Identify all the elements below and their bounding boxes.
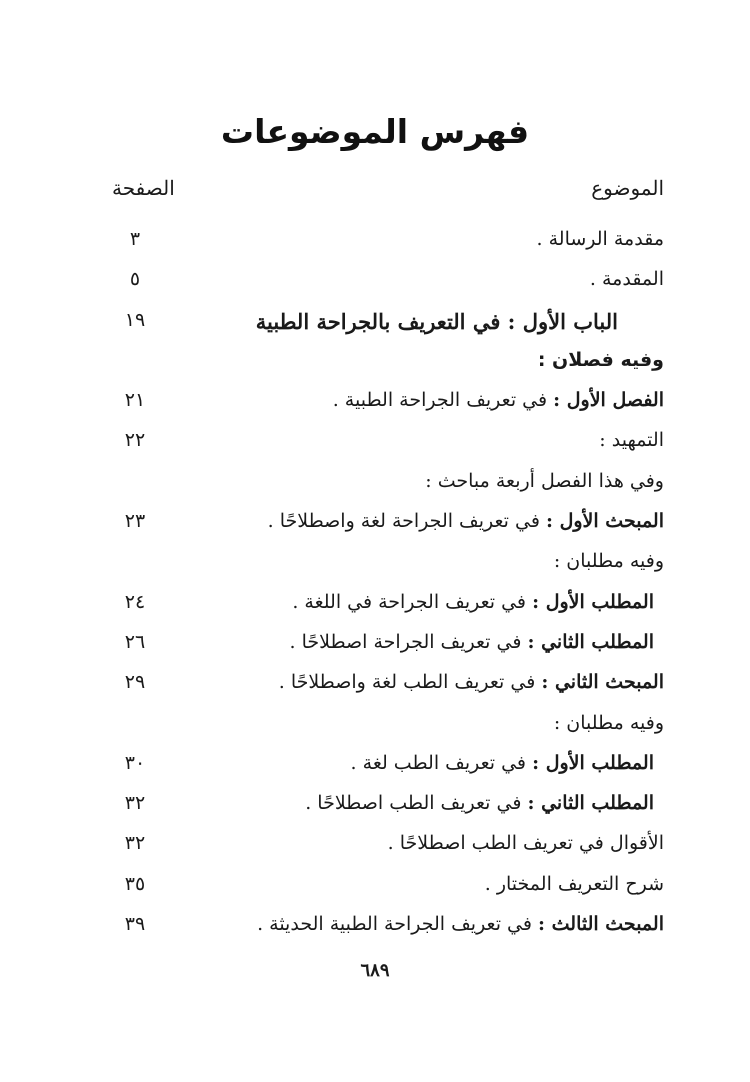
toc-entry-lead: المبحث الثاني : xyxy=(541,671,664,694)
toc-entry-lead: المطلب الثاني : xyxy=(527,792,654,815)
toc-entry-rest: في تعريف الطب لغة . xyxy=(350,751,533,774)
column-header-topic: الموضوع xyxy=(591,176,664,200)
toc-entry xyxy=(0,504,750,544)
toc-entry-lead: المبحث الأول : xyxy=(545,510,664,533)
toc-entry-text xyxy=(279,671,664,693)
toc-entry xyxy=(0,222,750,262)
toc-entry-part xyxy=(0,303,750,343)
toc-entry-page: ٢٤ xyxy=(124,590,146,613)
toc-entry-page: ٢٣ xyxy=(124,510,146,533)
toc-entry xyxy=(0,786,750,826)
toc-entry xyxy=(0,423,750,463)
toc-entry xyxy=(0,262,750,302)
toc-entry-rest: في تعريف الطب اصطلاحًا . xyxy=(305,792,528,815)
toc-entry-page: ٥ xyxy=(129,268,141,291)
page-number: ٦٨٩ xyxy=(360,960,390,981)
toc-entry-rest: في تعريف الجراحة لغة واصطلاحًا . xyxy=(267,510,546,533)
page-title: فهرس الموضوعات xyxy=(220,112,530,151)
toc-entry-text xyxy=(268,510,664,532)
toc-entry-text: الباب الأول : في التعريف بالجراحة الطبية xyxy=(255,308,618,334)
toc-entry-page: ٣٥ xyxy=(124,872,146,895)
toc-entry-page: ٢١ xyxy=(124,389,146,412)
toc-entry-page: ٣٢ xyxy=(124,792,146,815)
toc-entry-text: وفيه مطلبان : xyxy=(553,550,664,573)
toc-entry-page: ٣ xyxy=(129,228,141,250)
toc-entry-text xyxy=(257,913,664,935)
toc-entry-page: ٣٢ xyxy=(124,832,146,855)
toc-entry-page: ٣٩ xyxy=(124,913,146,936)
toc-entry-text xyxy=(290,631,655,653)
toc-entry-rest: في تعريف الطب لغة واصطلاحًا . xyxy=(278,671,542,694)
toc-entry-heading xyxy=(0,343,750,383)
toc-entry-rest: في تعريف الجراحة اصطلاحًا . xyxy=(289,630,528,653)
toc-entry xyxy=(0,383,750,423)
toc-entry-rest: في تعريف الجراحة في اللغة . xyxy=(292,590,533,613)
toc-entry xyxy=(0,585,750,625)
toc-entry-lead: المطلب الثاني : xyxy=(527,630,654,653)
column-header-page: الصفحة xyxy=(112,176,175,200)
toc-entry-text xyxy=(333,389,664,411)
toc-entry xyxy=(0,665,750,705)
toc-entry-text: الأقوال في تعريف الطب اصطلاحًا . xyxy=(387,832,664,855)
toc-entry-lead: المبحث الثالث : xyxy=(538,913,664,936)
toc-entry-text: المقدمة . xyxy=(589,268,664,291)
toc-entry xyxy=(0,826,750,866)
toc-entry-text: وفيه فصلان : xyxy=(537,348,664,371)
toc-entry-rest: في تعريف الجراحة الطبية الحديثة . xyxy=(257,913,538,936)
toc-entry-text xyxy=(305,792,654,814)
toc-entry xyxy=(0,544,750,584)
toc-entry-lead: المطلب الأول : xyxy=(532,590,654,613)
toc-entry xyxy=(0,907,750,947)
toc-entry xyxy=(0,464,750,504)
toc-entry-page: ٢٩ xyxy=(124,671,146,694)
toc-entry-text: التمهيد : xyxy=(599,429,664,452)
toc-entry xyxy=(0,625,750,665)
toc-entry-rest: في تعريف الجراحة الطبية . xyxy=(332,389,554,412)
toc-entry-text xyxy=(292,591,654,613)
toc-entry xyxy=(0,867,750,907)
toc-entry-page: ٣٠ xyxy=(124,751,146,774)
toc-entry-text: وفيه مطلبان : xyxy=(553,711,664,734)
toc-entry-text xyxy=(351,752,654,774)
toc-entry-lead: المطلب الأول : xyxy=(532,751,654,774)
toc-entry xyxy=(0,746,750,786)
toc-entry-page: ٢٢ xyxy=(124,429,146,452)
toc-entry-text: وفي هذا الفصل أربعة مباحث : xyxy=(425,469,664,492)
table-of-contents xyxy=(0,222,750,947)
toc-entry-text: شرح التعريف المختار . xyxy=(484,872,664,895)
toc-entry xyxy=(0,706,750,746)
toc-entry-page: ١٩ xyxy=(124,308,146,331)
toc-entry-lead: الفصل الأول : xyxy=(553,389,664,412)
toc-entry-text: مقدمة الرسالة . xyxy=(536,228,664,250)
toc-entry-page: ٢٦ xyxy=(124,630,146,653)
